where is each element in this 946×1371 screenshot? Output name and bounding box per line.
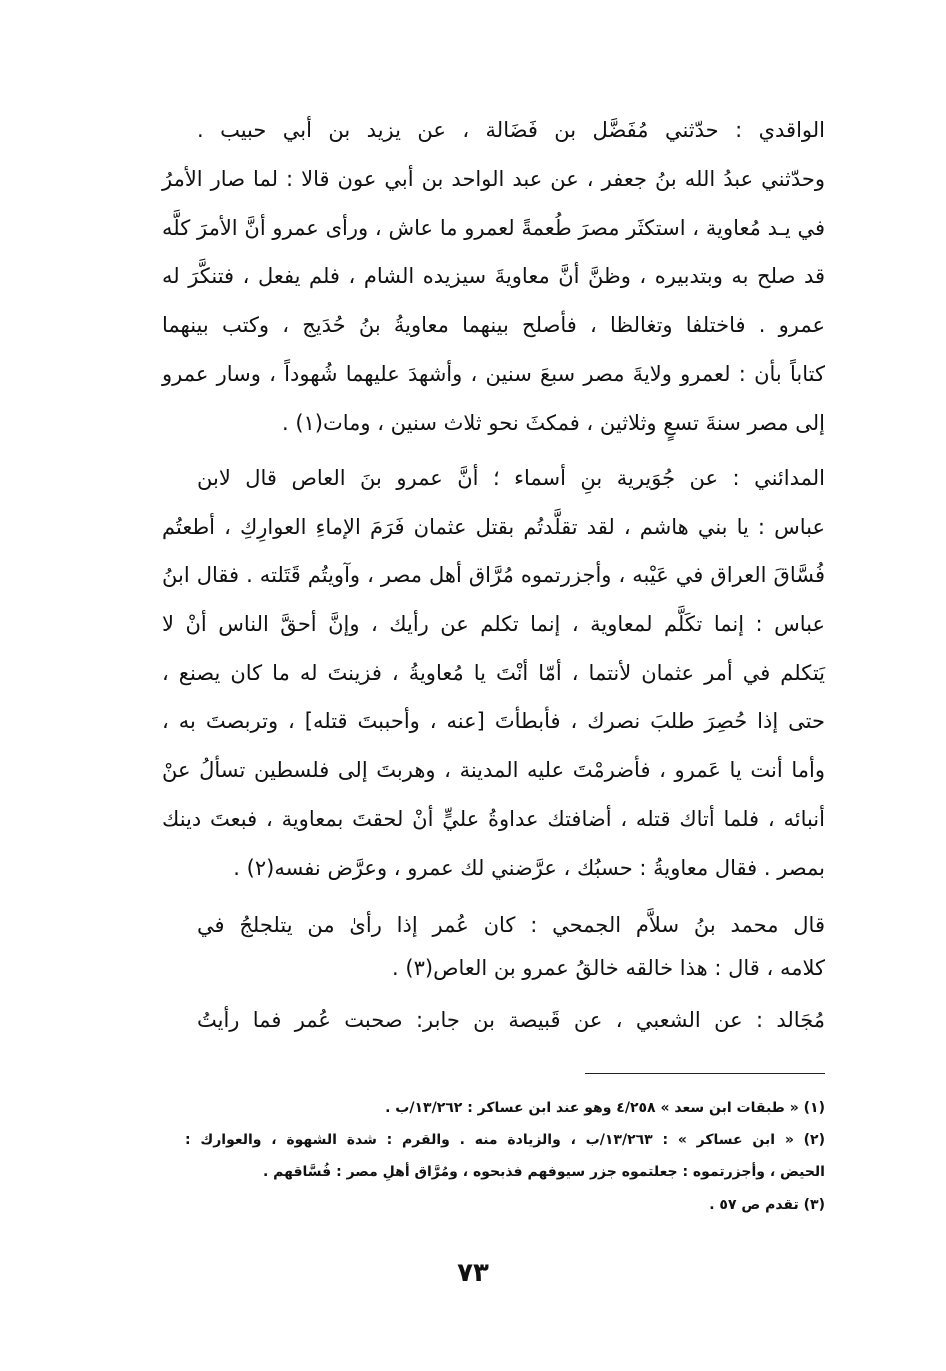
text-line: قد صلح به وبتدبيره ، وظنَّ أنَّ معاويةَ سيزيده الشام ، فلم يفعل ، فتنكَّرَ له: [162, 264, 825, 288]
footnote: (١) « طبقات ابن سعد » ٤/٢٥٨ وهو عند ابن عساكر : ١٣/٢٦٢/ب .: [385, 1100, 825, 1116]
text-line: إلى مصر سنةَ تسعٍ وثلاثين ، فمكثَ نحو ثلاث سنين ، ومات(١) .: [281, 411, 825, 435]
text-line: يَتكلم في أمر عثمان لأنتما ، أمّا أنْتَ يا مُعاويةُ ، فزينتَ له ما كان يصنع ،: [162, 661, 825, 685]
text-line: مُجَالد : عن الشعبي ، عن قَبيصة بن جابر: صحبت عُمر فما رأيتُ: [197, 1008, 825, 1032]
text-line: عباس : يا بني هاشم ، لقد تقلَّدتُم بقتل عثمان فَرَمَ الإماءِ العوارِكِ ، أطعتُم: [162, 515, 825, 539]
text-line: حتى إذا حُصِرَ طلبَ نصرك ، فأبطأتَ [عنه ، وأحببتَ قتله] ، وتربصتَ به ،: [162, 709, 825, 733]
text-line: فُسَّاقَ العراق في عَيْبه ، وأجزرتموه مُرَّاق أهل مصر ، وآويتُم قَتَلته . فقال ابنُ: [162, 563, 825, 587]
text-line: الواقدي : حدّثني مُفَضَّل بن فَضَالة ، عن يزيد بن أبي حبيب .: [197, 118, 825, 142]
text-line: عمرو . فاختلفا وتغالظا ، فأصلح بينهما معاويةُ بنُ حُدَيج ، وكتب بينهما: [162, 313, 825, 337]
text-line: قال محمد بنُ سلاَّم الجمحي : كان عُمر إذا رأىٰ من يتلجلجُ في: [197, 913, 825, 937]
text-line: المدائني : عن جُوَيرية بنِ أسماء ؛ أنَّ عمرو بنَ العاص قال لابن: [197, 466, 825, 490]
text-line: في يـد مُعاوية ، استكثَر مصرَ طُعمةً لعمرو ما عاش ، ورأى عمرو أنَّ الأمرَ كلَّه: [162, 216, 825, 240]
text-line: كتاباً بأن : لعمرو ولايةَ مصر سبعَ سنين ، وأشهدَ عليهما شُهوداً ، وسار عمرو: [162, 362, 825, 386]
text-line: عباس : إنما تكَلَّم لمعاوية ، إنما تكلم عن رأيك ، وإنَّ أحقَّ الناس أنْ لا: [162, 612, 825, 636]
page-number: ٧٣: [457, 1258, 489, 1288]
text-line: أنبائه ، فلما أتاك قتله ، أضافتك عداوةُ عليٍّ أنْ لحقتَ بمعاوية ، فبعتَ دينك: [162, 807, 825, 831]
footnote: (٢) « ابن عساكر » : ١٣/٢٦٣/ب ، والزيادة منه . والقرم : شدة الشهوة ، والعوارك :: [185, 1132, 825, 1148]
footnote: (٣) تقدم ص ٥٧ .: [709, 1197, 825, 1213]
text-line: كلامه ، قال : هذا خالقه خالقُ عمرو بن العاص(٣) .: [392, 956, 825, 980]
text-line: بمصر . فقال معاويةُ : حسبُك ، عرَّضني لك عمرو ، وعرَّض نفسه(٢) .: [233, 856, 825, 880]
text-line: وأما أنت يا عَمرو ، فأضرمْتَ عليه المدينة ، وهربتَ إلى فلسطين تسألُ عنْ: [162, 758, 825, 782]
footnote: الحيض ، وأجزرتموه : جعلتموه جزر سيوفهم فذبحوه ، ومُرَّاق أهلِ مصر : فُسَّاقهم .: [262, 1164, 825, 1180]
text-line: وحدّثني عبدُ الله بنُ جعفر ، عن عبد الواحد بن أبي عون قالا : لما صار الأمرُ: [162, 167, 825, 191]
footnote-divider: [585, 1073, 825, 1074]
